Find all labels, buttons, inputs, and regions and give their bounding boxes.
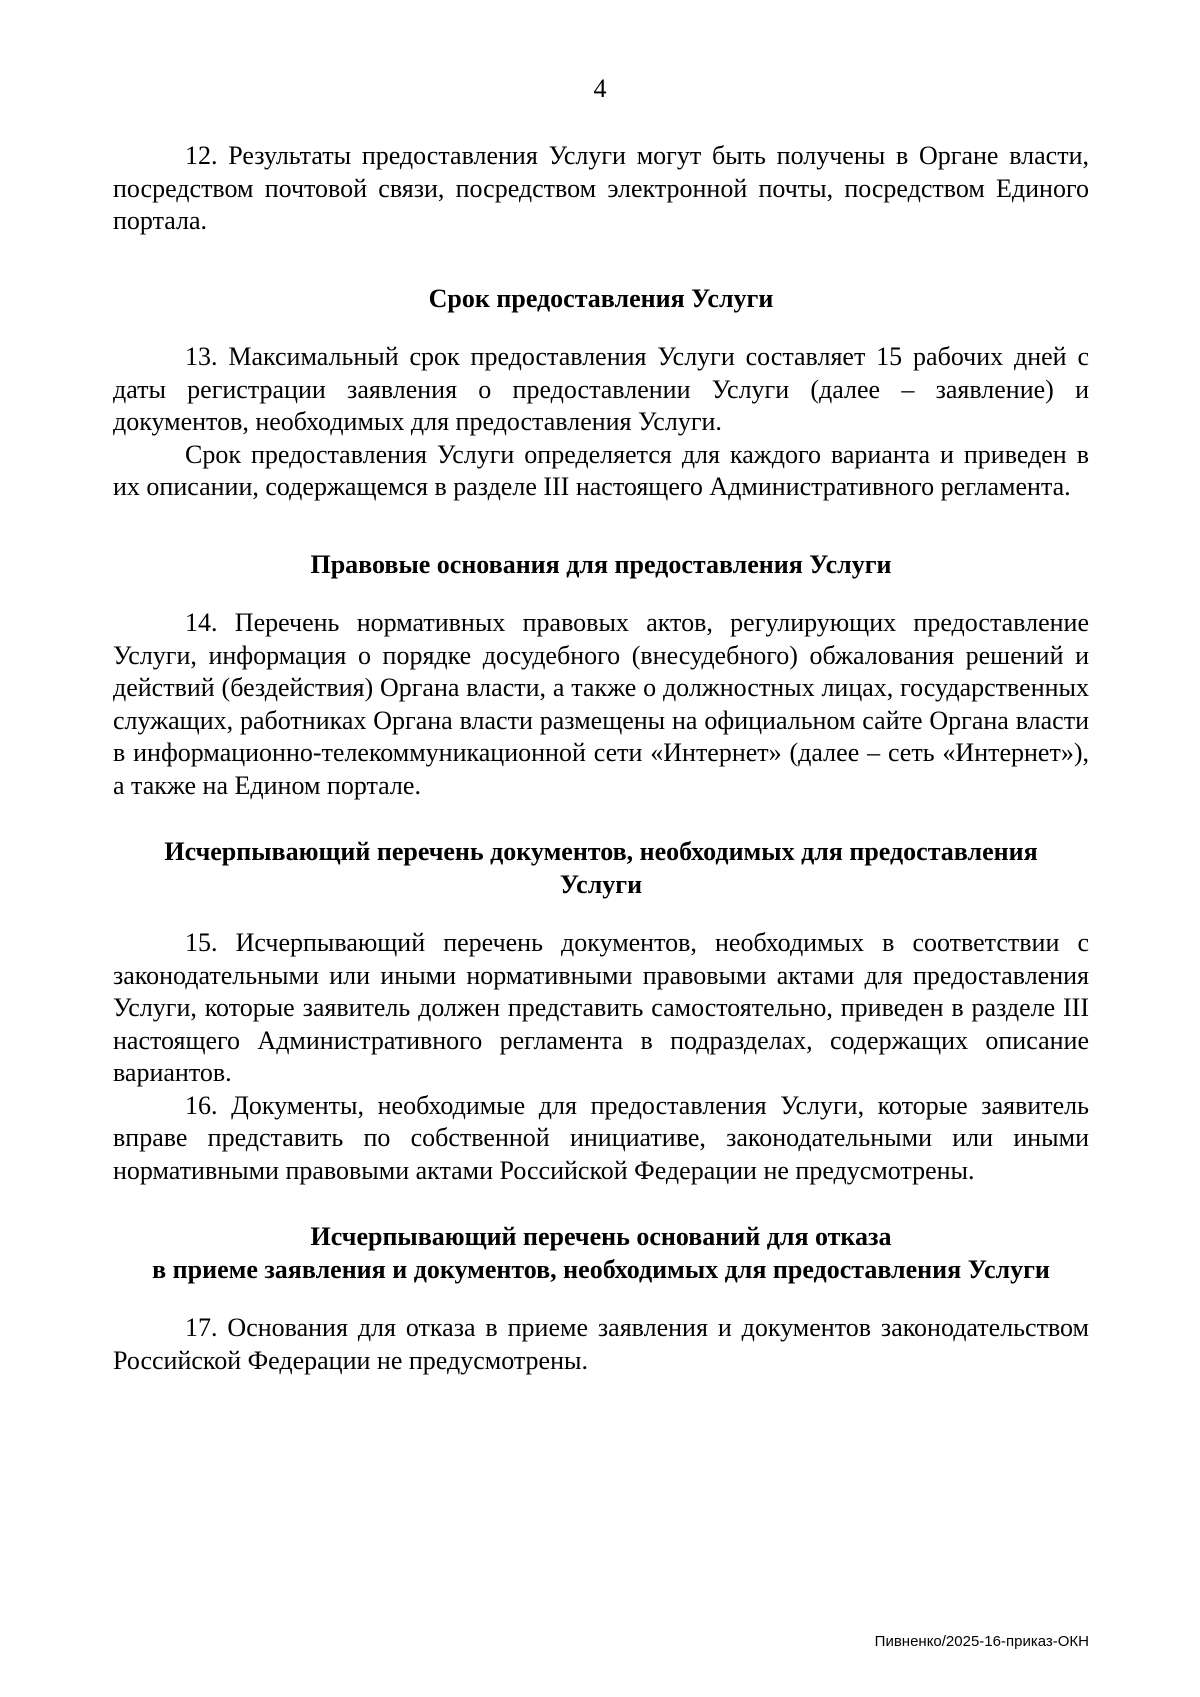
paragraph-17: 17. Основания для отказа в приеме заявления и документов законодательством Российской Федерации не предусмотрены. (113, 1313, 1089, 1375)
section-heading-term: Срок предоставления Услуги (428, 283, 774, 313)
page-number: 4 (593, 74, 607, 103)
section-heading-documents (113, 836, 1089, 901)
paragraph-12: 12. Результаты предоставления Услуги могут быть получены в Органе власти, посредством почтовой связи, посредством электронной почты, посредством Единого портала. (113, 141, 1089, 235)
paragraph-14: 14. Перечень нормативных правовых актов, регулирующих предоставление Услуги, информация о порядке досудебного (внесудебного) обжалования решений и действий (бездействия) Органа власти, а также о должностных лицах, государственных служащих, работниках Органа власти размещены на официальном сайте Органа власти в информационно-телекоммуникационной сети «Интернет» (далее – сеть «Интернет»), а также на Едином портале. (113, 608, 1089, 800)
section-heading-documents-line-1: Исчерпывающий перечень документов, необходимых для предоставления (164, 837, 1038, 866)
paragraph-15: 15. Исчерпывающий перечень документов, необходимых в соответствии с законодательными или иными нормативными правовыми актами для предоставления Услуги, которые заявитель должен представить самостоятельно, приведен в разделе III настоящего Административного регламента в подразделах, содержащих описание вариантов. (113, 928, 1089, 1087)
section-heading-legal-basis: Правовые основания для предоставления Услуги (310, 549, 892, 579)
paragraph-16: 16. Документы, необходимые для предоставления Услуги, которые заявитель вправе представить по собственной инициативе, законодательными или иными нормативными правовыми актами Российской Федерации не предусмотрены. (113, 1090, 1089, 1185)
section-heading-refusal (113, 1221, 1089, 1286)
paragraph-13-continued: Срок предоставления Услуги определяется для каждого варианта и приведен в их описании, содержащемся в разделе III настоящего Административного регламента. (113, 439, 1089, 501)
footer-document-code: Пивненко/2025-16-приказ-ОКН (874, 1633, 1089, 1650)
paragraph-13: 13. Максимальный срок предоставления Услуги составляет 15 рабочих дней с даты регистрации заявления о предоставлении Услуги (далее – заявление) и документов, необходимых для предоставления Услуги. (113, 342, 1089, 436)
section-heading-refusal-line-2: в приеме заявления и документов, необходимых для предоставления Услуги (152, 1254, 1050, 1284)
section-heading-refusal-line-1: Исчерпывающий перечень оснований для отказа (310, 1222, 892, 1251)
section-heading-documents-line-2: Услуги (559, 869, 643, 899)
document-body (113, 140, 1089, 1377)
